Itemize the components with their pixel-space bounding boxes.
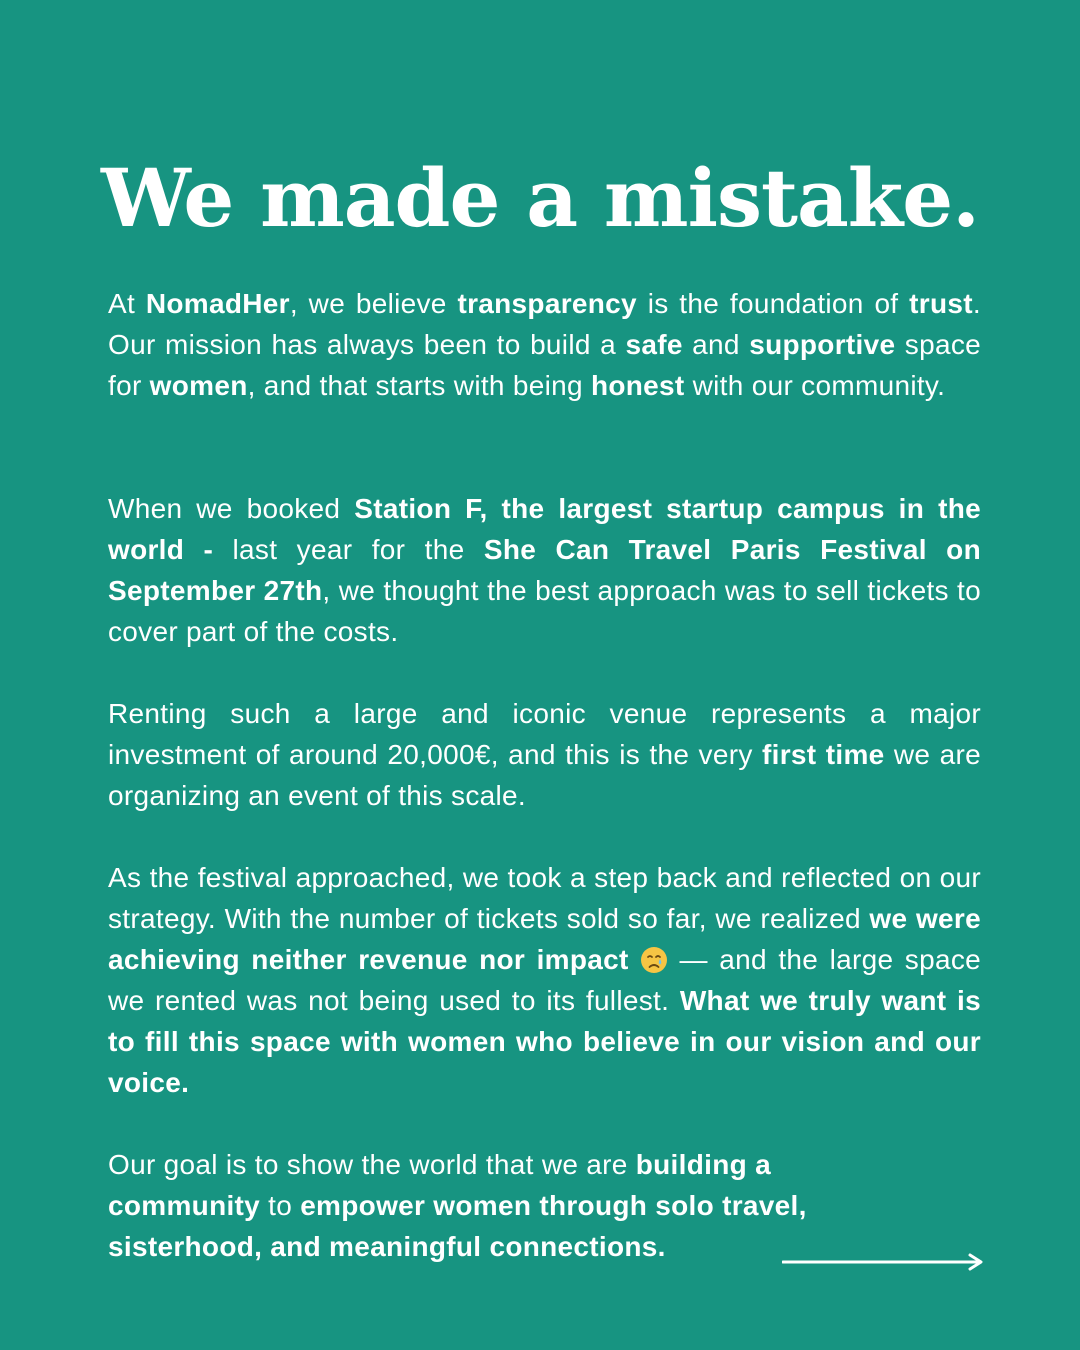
text: — and the large space we rented was not being used to its fullest. — [108, 944, 981, 1016]
paragraph-intro — [108, 283, 981, 406]
paragraph-reflection — [108, 857, 981, 1103]
text: When we booked — [108, 493, 355, 524]
brand-name: NomadHer — [145, 288, 290, 319]
text: space for — [108, 329, 982, 401]
bold-text: women — [149, 370, 248, 401]
text: . Our mission has always been to build a — [108, 288, 981, 360]
text: to — [260, 1190, 301, 1221]
paragraph-goal — [108, 1144, 878, 1267]
headline: We made a mistake. — [101, 151, 979, 245]
text: last year for the — [213, 534, 484, 565]
bold-text: safe — [625, 329, 683, 360]
bold-text: building a community — [108, 1149, 771, 1221]
text: , we thought the best approach was to sell tickets to cover part of the costs. — [108, 575, 981, 647]
bold-text: Station F, the largest startup campus in the world - — [108, 493, 981, 565]
bold-text: first time — [762, 739, 885, 770]
bold-text: What we truly want is to fill this space with women who believe in our vision and our voice. — [108, 985, 981, 1098]
paragraph-venue — [108, 488, 981, 652]
bold-text: supportive — [749, 329, 896, 360]
right-arrow-icon[interactable] — [782, 1252, 984, 1272]
bold-text: empower women through solo travel, sisterhood, and meaningful connections. — [108, 1190, 807, 1262]
bold-text: we were achieving neither revenue nor impact — [108, 903, 981, 975]
text: , we believe — [289, 288, 458, 319]
text: Our goal is to show the world that we are — [108, 1149, 636, 1180]
text: Renting such a large and iconic venue represents a major investment of around 20,000€, and this is the very — [108, 698, 981, 770]
paragraph-investment — [108, 693, 981, 816]
bold-text: transparency — [457, 288, 637, 319]
bold-text: She Can Travel Paris Festival on September 27th — [108, 534, 981, 606]
text: , and that starts with being — [247, 370, 591, 401]
text: At — [108, 288, 146, 319]
bold-text: trust — [909, 288, 973, 319]
crying-face-icon — [640, 944, 668, 972]
text: As the festival approached, we took a step back and reflected on our strategy. With the number of tickets sold so far, we realized — [108, 862, 981, 934]
bold-text: honest — [590, 370, 685, 401]
text: and — [682, 329, 750, 360]
text: is the foundation of — [636, 288, 910, 319]
text: we are organizing an event of this scale. — [108, 739, 982, 811]
text: with our community. — [684, 370, 946, 401]
